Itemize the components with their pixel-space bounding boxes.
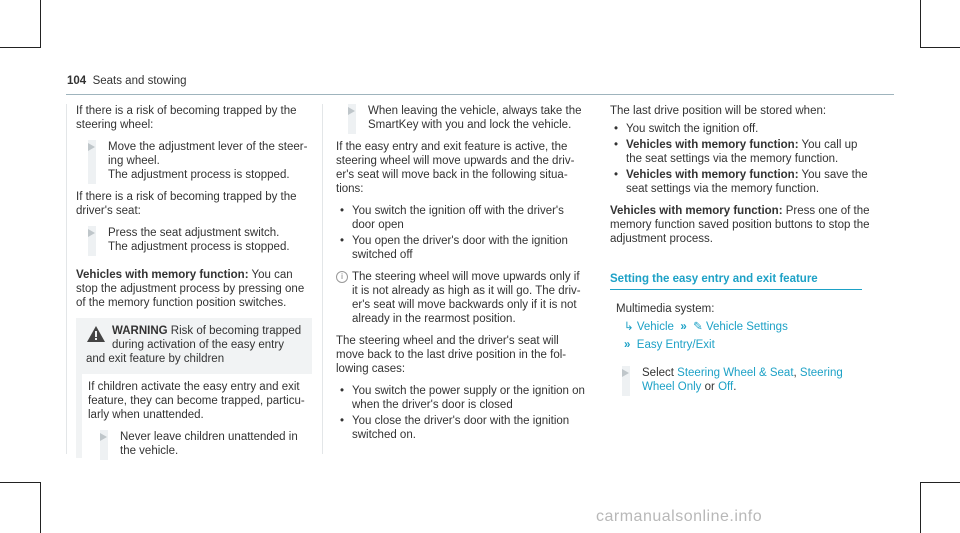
- paragraph-text: You can stop the adjustment process by pressing one of the memory function position switches.: [76, 269, 305, 309]
- crop-mark: [0, 47, 41, 48]
- step-text: Move the adjustment lever of the steer-: [108, 141, 308, 153]
- step-arrow-icon: [348, 107, 355, 115]
- page-header: [66, 74, 894, 95]
- warning-label: WARNING: [112, 325, 168, 337]
- instruction-step: [88, 430, 312, 458]
- separator: .: [733, 381, 737, 393]
- warning-body-text: If children activate the easy entry and exit feature, they can become trapped, particu- larly when unattended.: [88, 381, 305, 421]
- step-text: [642, 366, 872, 394]
- bullet-list: [610, 122, 872, 196]
- double-arrow-icon: »: [624, 339, 634, 351]
- return-arrow-icon: ↳: [624, 321, 634, 333]
- menu-item-easy-entry-exit: Easy Entry/Exit: [636, 339, 715, 351]
- select-prefix: Select: [642, 367, 678, 379]
- step-text: Never leave children unattended in the vehicle.: [120, 431, 298, 457]
- bold-label: Vehicles with memory function:: [626, 169, 799, 181]
- instruction-step: [76, 226, 312, 254]
- instruction-step: [610, 366, 872, 394]
- column-divider: [322, 104, 323, 454]
- paragraph: The steering wheel and the driver's seat will move back to the last drive position in the fol- lowing cases:: [336, 335, 567, 375]
- list-item: [610, 168, 872, 196]
- step-text: When leaving the vehicle, always take the SmartKey with you and lock the vehicle.: [368, 105, 582, 131]
- separator: or: [701, 381, 719, 393]
- list-item: • You switch the ignition off with the driver's door open: [336, 204, 588, 232]
- warning-triangle-icon: [86, 324, 106, 344]
- separator: ,: [793, 367, 800, 379]
- double-arrow-icon: »: [677, 321, 690, 333]
- paragraph: Multimedia system:: [616, 303, 715, 315]
- menu-path: [610, 320, 872, 334]
- menu-path: [610, 338, 872, 352]
- list-item-text: You call up the seat settings via the memory function.: [626, 139, 858, 165]
- crop-mark: [40, 482, 41, 533]
- step-arrow-icon: [88, 143, 95, 151]
- paragraph: If there is a risk of becoming trapped by the steering wheel:: [76, 105, 297, 131]
- menu-item-vehicle: Vehicle: [636, 321, 674, 333]
- list-item: [610, 138, 872, 166]
- note: [336, 270, 588, 326]
- warning-text: Risk of becoming trapped during activation of the easy entry and exit feature by children: [86, 325, 302, 365]
- warning-header: [76, 318, 312, 374]
- settings-icon: ✎: [693, 321, 703, 333]
- page-number-line: [67, 74, 187, 88]
- option-steering-wheel-seat: Steering Wheel & Seat: [677, 367, 794, 379]
- list-item: • You switch the ignition off.: [610, 122, 872, 136]
- list-item: • You close the driver's door with the ignition switched on.: [336, 414, 588, 442]
- step-arrow-icon: [622, 369, 629, 377]
- bullet-list: [336, 384, 588, 442]
- info-icon: i: [336, 271, 348, 283]
- step-arrow-icon: [100, 433, 107, 441]
- bold-label: Vehicles with memory function:: [610, 205, 783, 217]
- option-off: Off: [718, 381, 734, 393]
- step-result: The adjustment process is stopped.: [108, 241, 290, 253]
- instruction-step: [76, 140, 312, 182]
- paragraph-text: Press one of the memory function saved position buttons to stop the adjustment process.: [610, 205, 870, 245]
- paragraph: [610, 204, 872, 246]
- step-text: ing wheel.: [108, 155, 160, 167]
- option-steering-wheel-only: Steering Wheel Only: [642, 367, 843, 393]
- step-text: Press the seat adjustment switch.: [108, 227, 280, 239]
- step-arrow-icon: [88, 229, 95, 237]
- list-item-text: You save the seat settings via the memory function.: [626, 169, 868, 195]
- warning-body: [76, 374, 312, 458]
- bullet-list: [336, 204, 588, 262]
- paragraph: If there is a risk of becoming trapped by the driver's seat:: [76, 191, 297, 217]
- list-item: • You open the driver's door with the ignition switched off: [336, 234, 588, 262]
- crop-mark: [920, 482, 960, 483]
- watermark: carmanualsonline.info: [596, 508, 763, 525]
- menu-item-vehicle-settings: Vehicle Settings: [705, 321, 788, 333]
- section-title: Seats and stowing: [92, 75, 187, 87]
- crop-mark: [0, 482, 41, 483]
- crop-mark: [40, 0, 41, 48]
- step-result: The adjustment process is stopped.: [108, 169, 290, 181]
- page-number: 104: [67, 75, 87, 87]
- section-heading: Setting the easy entry and exit feature: [610, 272, 862, 290]
- crop-mark: [920, 47, 960, 48]
- list-item: • You switch the power supply or the ignition on when the driver's door is closed: [336, 384, 588, 412]
- paragraph: The last drive position will be stored when:: [610, 105, 827, 117]
- crop-mark: [920, 482, 921, 533]
- bold-label: Vehicles with memory function:: [626, 139, 799, 151]
- instruction-step: [336, 104, 588, 132]
- bold-label: Vehicles with memory function:: [76, 269, 249, 281]
- column-2: [336, 104, 588, 450]
- column-3: [610, 104, 872, 402]
- paragraph: If the easy entry and exit feature is active, the steering wheel will move upwards and the driv- er's seat will move back in the following situa- tions:: [336, 141, 575, 195]
- warning-box: [76, 318, 312, 458]
- note-text: The steering wheel will move upwards only if it is not already as high as it will go. The driv- er's seat will move backwards only if it is not already in the rearmost position.: [352, 271, 581, 325]
- column-1: [76, 104, 312, 466]
- crop-mark: [920, 0, 921, 48]
- paragraph: [76, 268, 312, 310]
- column-divider: [66, 104, 67, 454]
